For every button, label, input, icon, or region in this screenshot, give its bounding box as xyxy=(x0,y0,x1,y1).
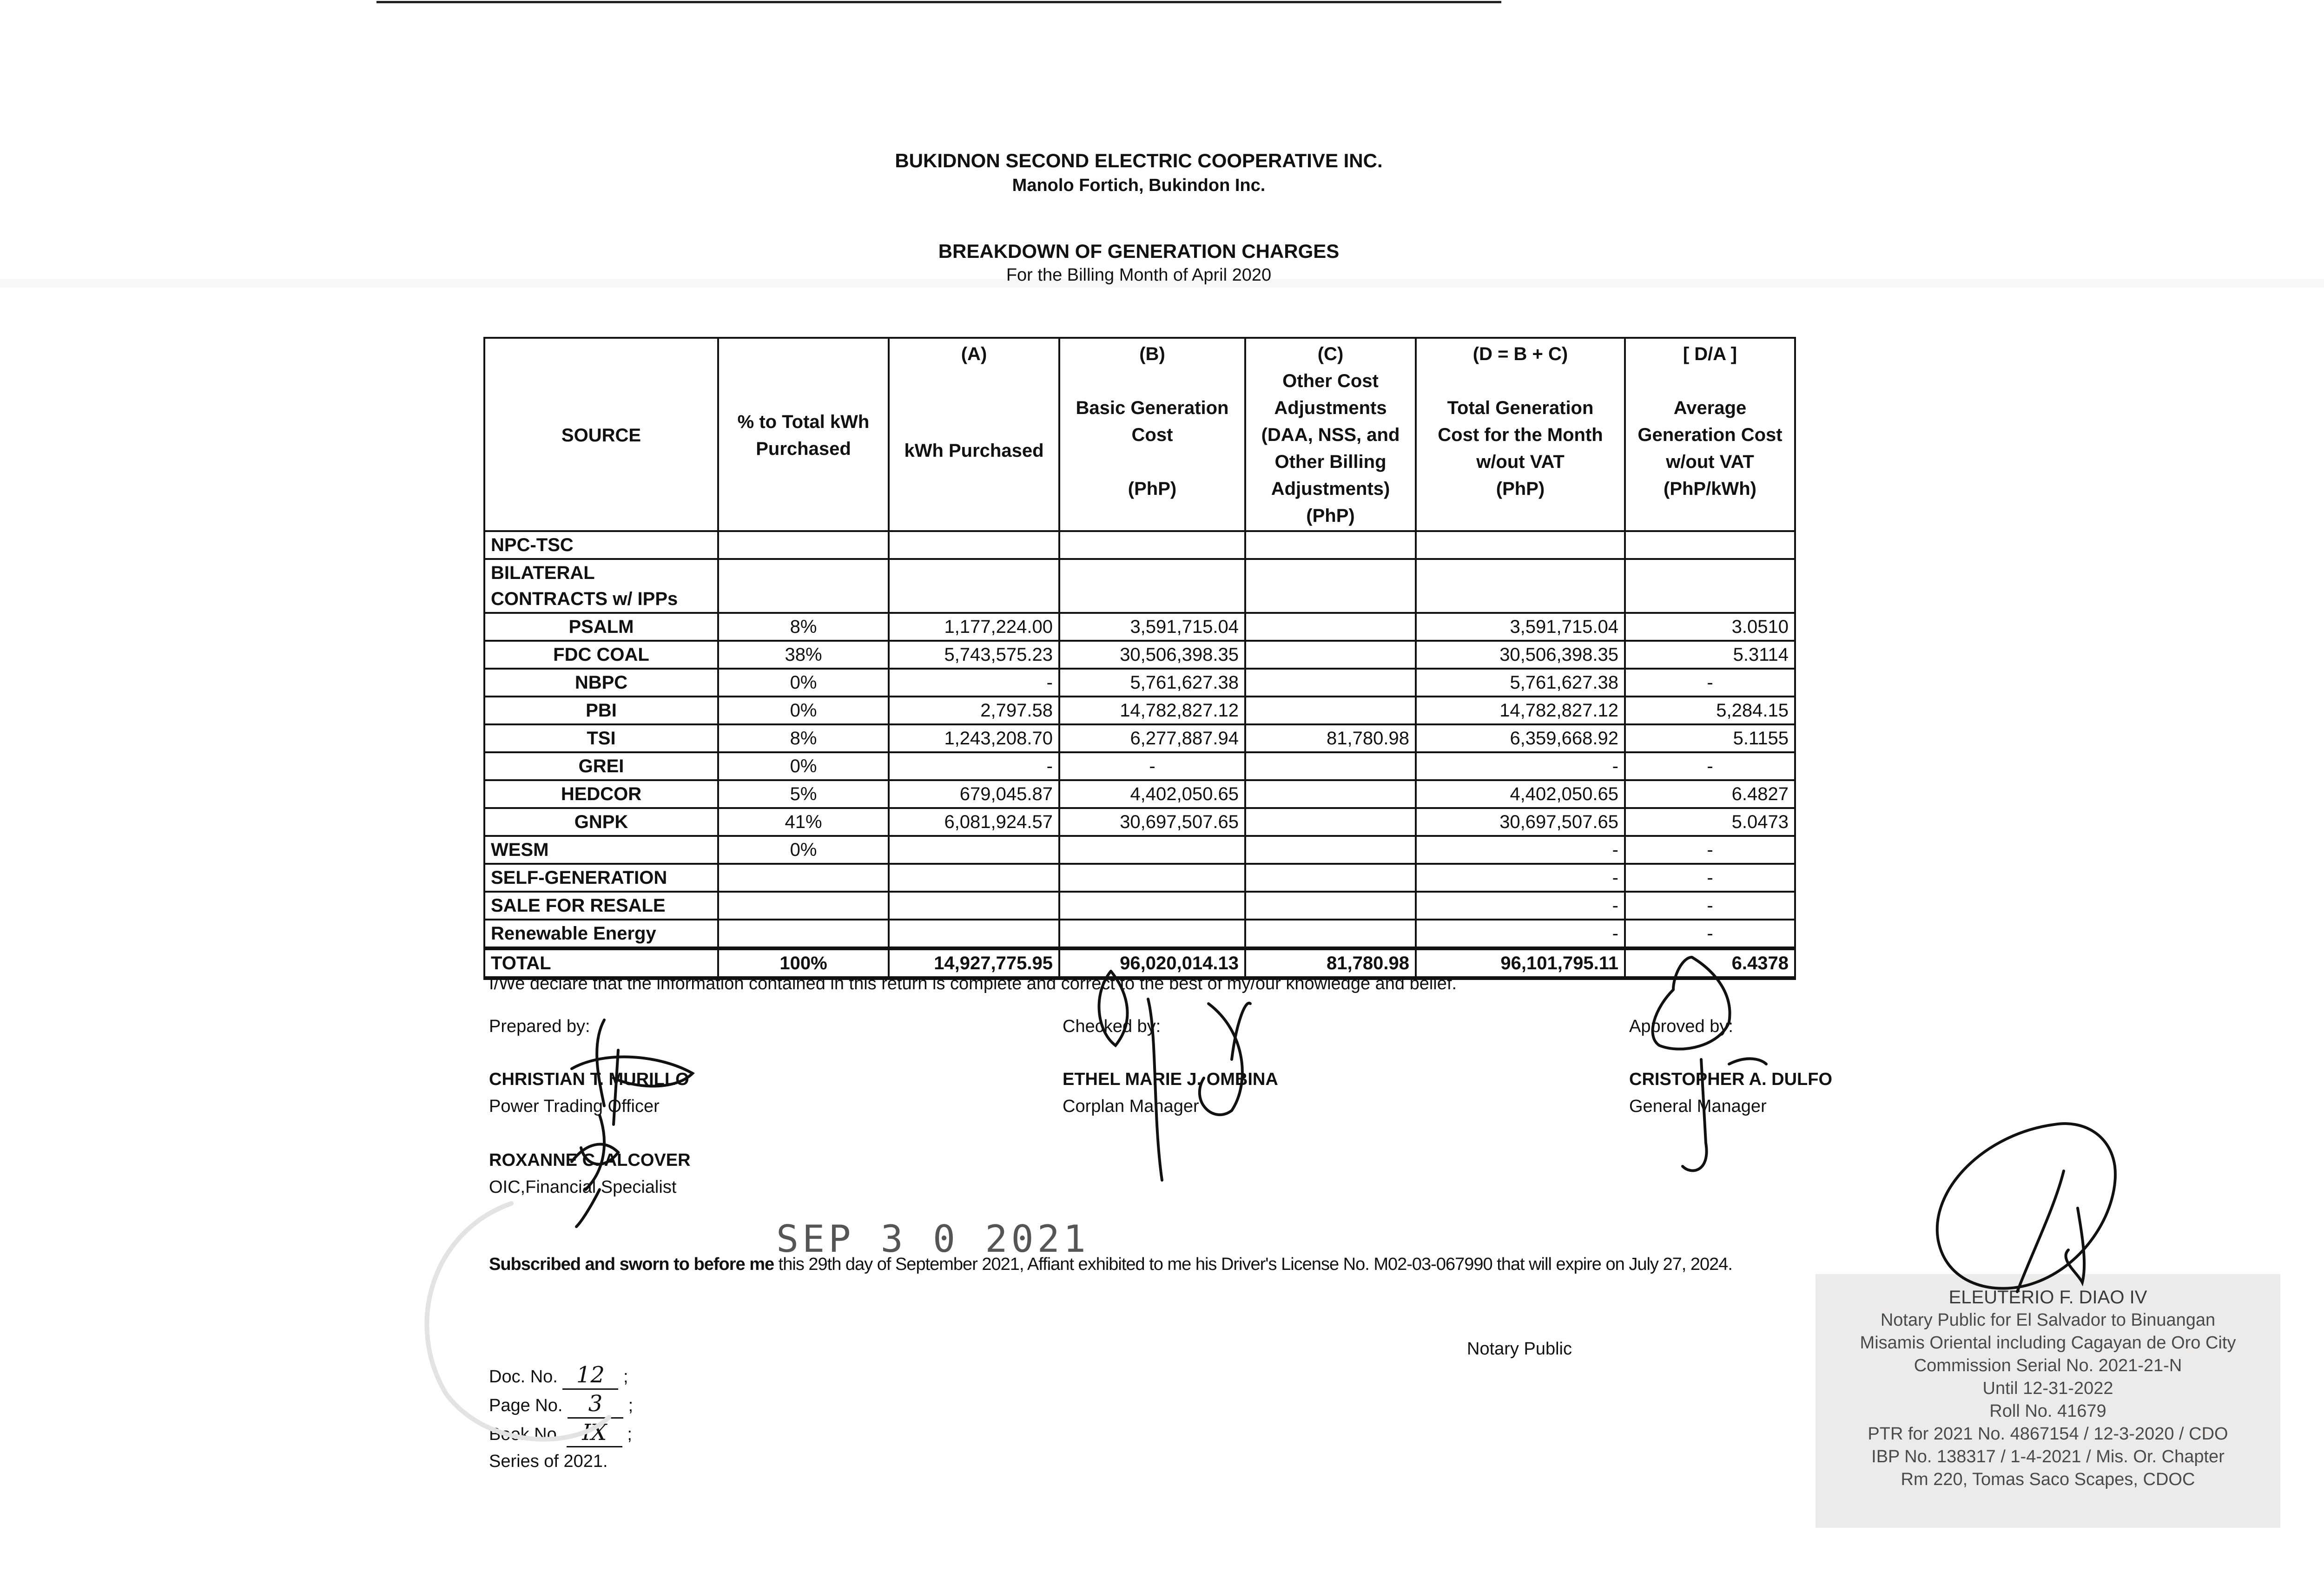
company-name: BUKIDNON SECOND ELECTRIC COOPERATIVE INC. xyxy=(895,150,1383,171)
cell-total-cost: 30,697,507.65 xyxy=(1416,808,1625,836)
cell-source: GNPK xyxy=(484,808,718,836)
header-basic-cost: (B) Basic Generation Cost (PhP) xyxy=(1059,338,1245,531)
approved-by-label: Approved by: xyxy=(1629,1017,1733,1036)
signature-murillo xyxy=(572,1020,693,1190)
prepared-by-label: Prepared by: xyxy=(489,1017,590,1036)
cell-other-cost: 81,780.98 xyxy=(1245,724,1416,752)
checked-by-title: Corplan Manager xyxy=(1063,1097,1199,1116)
cell-average-cost: 6.4378 xyxy=(1625,948,1795,978)
approved-by-title: General Manager xyxy=(1629,1097,1767,1116)
cell-kwh: 6,081,924.57 xyxy=(889,808,1059,836)
signature-alcover xyxy=(572,1144,618,1227)
report-subtitle: For the Billing Month of April 2020 xyxy=(1006,265,1272,285)
checked-by-name: ETHEL MARIE J. OMBINA xyxy=(1063,1070,1278,1089)
header-percent: % to Total kWh Purchased xyxy=(718,338,889,531)
cell-source: Renewable Energy xyxy=(484,920,718,948)
cell-source: NPC-TSC xyxy=(484,531,718,559)
series-label: Series of 2021. xyxy=(489,1452,608,1471)
cell-kwh: - xyxy=(889,669,1059,697)
cell-source: GREI xyxy=(484,752,718,780)
cell-basic-cost: 30,506,398.35 xyxy=(1059,641,1245,669)
cell-kwh: 679,045.87 xyxy=(889,780,1059,808)
cell-percent: 100% xyxy=(718,948,889,978)
notary-stamp-line: Rm 220, Tomas Saco Scapes, CDOC xyxy=(1901,1470,2195,1489)
cell-basic-cost: 4,402,050.65 xyxy=(1059,780,1245,808)
cell-basic-cost: - xyxy=(1059,752,1245,780)
cell-kwh: 1,177,224.00 xyxy=(889,613,1059,641)
cell-source: WESM xyxy=(484,836,718,864)
cell-source: TOTAL xyxy=(484,948,718,978)
notary-stamp-line: Misamis Oriental including Cagayan de Oro City xyxy=(1860,1333,2236,1353)
cell-average-cost: 3.0510 xyxy=(1625,613,1795,641)
cell-percent: 0% xyxy=(718,836,889,864)
notarial-register: Doc. No. 12 ; Page No. 3 ; Book No. IX ; Series of 2021. xyxy=(489,1361,633,1475)
cell-total-cost: 30,506,398.35 xyxy=(1416,641,1625,669)
cell-percent: 0% xyxy=(718,697,889,724)
jurat-rest: this 29th day of September 2021, Affiant exhibited to me his Driver's License No. M02-03-067990 that will expire on July 27, 2024. xyxy=(774,1255,1732,1274)
cell-kwh: 5,743,575.23 xyxy=(889,641,1059,669)
prepared-by-name-2: ROXANNE C. ALCOVER xyxy=(489,1150,691,1170)
checked-by-label: Checked by: xyxy=(1063,1017,1161,1036)
jurat-lead: Subscribed and sworn to before me xyxy=(489,1255,774,1274)
cell-total-cost: - xyxy=(1416,752,1625,780)
page-no-label: Page No. xyxy=(489,1396,563,1415)
cell-source: PSALM xyxy=(484,613,718,641)
company-address: Manolo Fortich, Bukindon Inc. xyxy=(1012,176,1266,195)
signature-dulfo xyxy=(1653,957,1766,1170)
cell-total-cost: 4,402,050.65 xyxy=(1416,780,1625,808)
cell-kwh: 1,243,208.70 xyxy=(889,724,1059,752)
cell-basic-cost: 14,782,827.12 xyxy=(1059,697,1245,724)
cell-percent: 0% xyxy=(718,669,889,697)
cell-average-cost: - xyxy=(1625,920,1795,948)
declaration-text: I/We declare that the information contained in this return is complete and correct to the best of my/our knowledge and belief. xyxy=(489,974,1457,993)
cell-total-cost: 5,761,627.38 xyxy=(1416,669,1625,697)
cell-source: FDC COAL xyxy=(484,641,718,669)
notary-stamp-line: Roll No. 41679 xyxy=(1989,1401,2106,1421)
doc-no-value: 12 xyxy=(562,1361,618,1390)
header-kwh: (A) kWh Purchased xyxy=(889,338,1059,531)
cell-average-cost: 6.4827 xyxy=(1625,780,1795,808)
cell-total-cost: 96,101,795.11 xyxy=(1416,948,1625,978)
cell-basic-cost: 3,591,715.04 xyxy=(1059,613,1245,641)
cell-average-cost: 5.1155 xyxy=(1625,724,1795,752)
cell-average-cost: - xyxy=(1625,864,1795,892)
cell-total-cost: 14,782,827.12 xyxy=(1416,697,1625,724)
header-total-cost: (D = B + C) Total Generation Cost for the Month w/out VAT (PhP) xyxy=(1416,338,1625,531)
cell-total-cost: 3,591,715.04 xyxy=(1416,613,1625,641)
notary-public-label: Notary Public xyxy=(1467,1339,1572,1359)
cell-percent: 8% xyxy=(718,613,889,641)
cell-average-cost: - xyxy=(1625,669,1795,697)
cell-average-cost: - xyxy=(1625,892,1795,920)
page-no-value: 3 xyxy=(568,1390,623,1419)
prepared-by-name: CHRISTIAN T. MURILLO xyxy=(489,1070,689,1089)
cell-percent: 38% xyxy=(718,641,889,669)
cell-source: BILATERAL CONTRACTS w/ IPPs xyxy=(484,559,718,613)
cell-percent: 41% xyxy=(718,808,889,836)
notary-stamp-line: ELEUTERIO F. DIAO IV xyxy=(1948,1287,2147,1308)
cell-total-cost: - xyxy=(1416,864,1625,892)
notary-stamp-line: Commission Serial No. 2021-21-N xyxy=(1914,1356,2182,1375)
cell-total-cost: - xyxy=(1416,836,1625,864)
cell-kwh: - xyxy=(889,752,1059,780)
cell-kwh: 14,927,775.95 xyxy=(889,948,1059,978)
cell-percent: 8% xyxy=(718,724,889,752)
notary-stamp-line: IBP No. 138317 / 1-4-2021 / Mis. Or. Chapter xyxy=(1871,1447,2225,1466)
cell-total-cost: - xyxy=(1416,892,1625,920)
signature-ombina xyxy=(1099,971,1250,1180)
notary-stamp-line: Until 12-31-2022 xyxy=(1982,1379,2113,1398)
cell-basic-cost: 5,761,627.38 xyxy=(1059,669,1245,697)
stamp-seal-ring xyxy=(427,1203,609,1439)
cell-source: TSI xyxy=(484,724,718,752)
cell-percent: 5% xyxy=(718,780,889,808)
cell-source: PBI xyxy=(484,697,718,724)
cell-average-cost: 5.0473 xyxy=(1625,808,1795,836)
cell-kwh: 2,797.58 xyxy=(889,697,1059,724)
book-no-label: Book No. xyxy=(489,1425,562,1444)
cell-total-cost: - xyxy=(1416,920,1625,948)
cell-source: SELF-GENERATION xyxy=(484,864,718,892)
notary-stamp-line: Notary Public for El Salvador to Binuangan xyxy=(1880,1310,2216,1330)
notary-stamp-line: PTR for 2021 No. 4867154 / 12-3-2020 / CDO xyxy=(1868,1424,2228,1444)
cell-total-cost: 6,359,668.92 xyxy=(1416,724,1625,752)
received-date-stamp: SEP 3 0 2021 xyxy=(776,1217,1089,1261)
cell-source: NBPC xyxy=(484,669,718,697)
cell-percent: 0% xyxy=(718,752,889,780)
cell-average-cost: 5,284.15 xyxy=(1625,697,1795,724)
cell-source: HEDCOR xyxy=(484,780,718,808)
cell-average-cost: 5.3114 xyxy=(1625,641,1795,669)
header-average-cost: [ D/A ] Average Generation Cost w/out VAT (PhP/kWh) xyxy=(1625,338,1795,531)
doc-no-label: Doc. No. xyxy=(489,1367,558,1387)
approved-by-name: CRISTOPHER A. DULFO xyxy=(1629,1070,1833,1089)
header-source: SOURCE xyxy=(484,338,718,531)
header-other-cost: (C) Other Cost Adjustments (DAA, NSS, and Other Billing Adjustments) (PhP) xyxy=(1245,338,1416,531)
prepared-by-title-2: OIC,Financial Specialist xyxy=(489,1177,677,1197)
prepared-by-title: Power Trading Officer xyxy=(489,1097,660,1116)
cell-source: SALE FOR RESALE xyxy=(484,892,718,920)
cell-basic-cost: 96,020,014.13 xyxy=(1059,948,1245,978)
cell-other-cost: 81,780.98 xyxy=(1245,948,1416,978)
cell-average-cost: - xyxy=(1625,836,1795,864)
cell-average-cost: - xyxy=(1625,752,1795,780)
cell-basic-cost: 30,697,507.65 xyxy=(1059,808,1245,836)
report-title: BREAKDOWN OF GENERATION CHARGES xyxy=(938,240,1340,262)
cell-basic-cost: 6,277,887.94 xyxy=(1059,724,1245,752)
signature-notary xyxy=(1937,1124,2115,1292)
book-no-value: IX xyxy=(567,1419,622,1447)
